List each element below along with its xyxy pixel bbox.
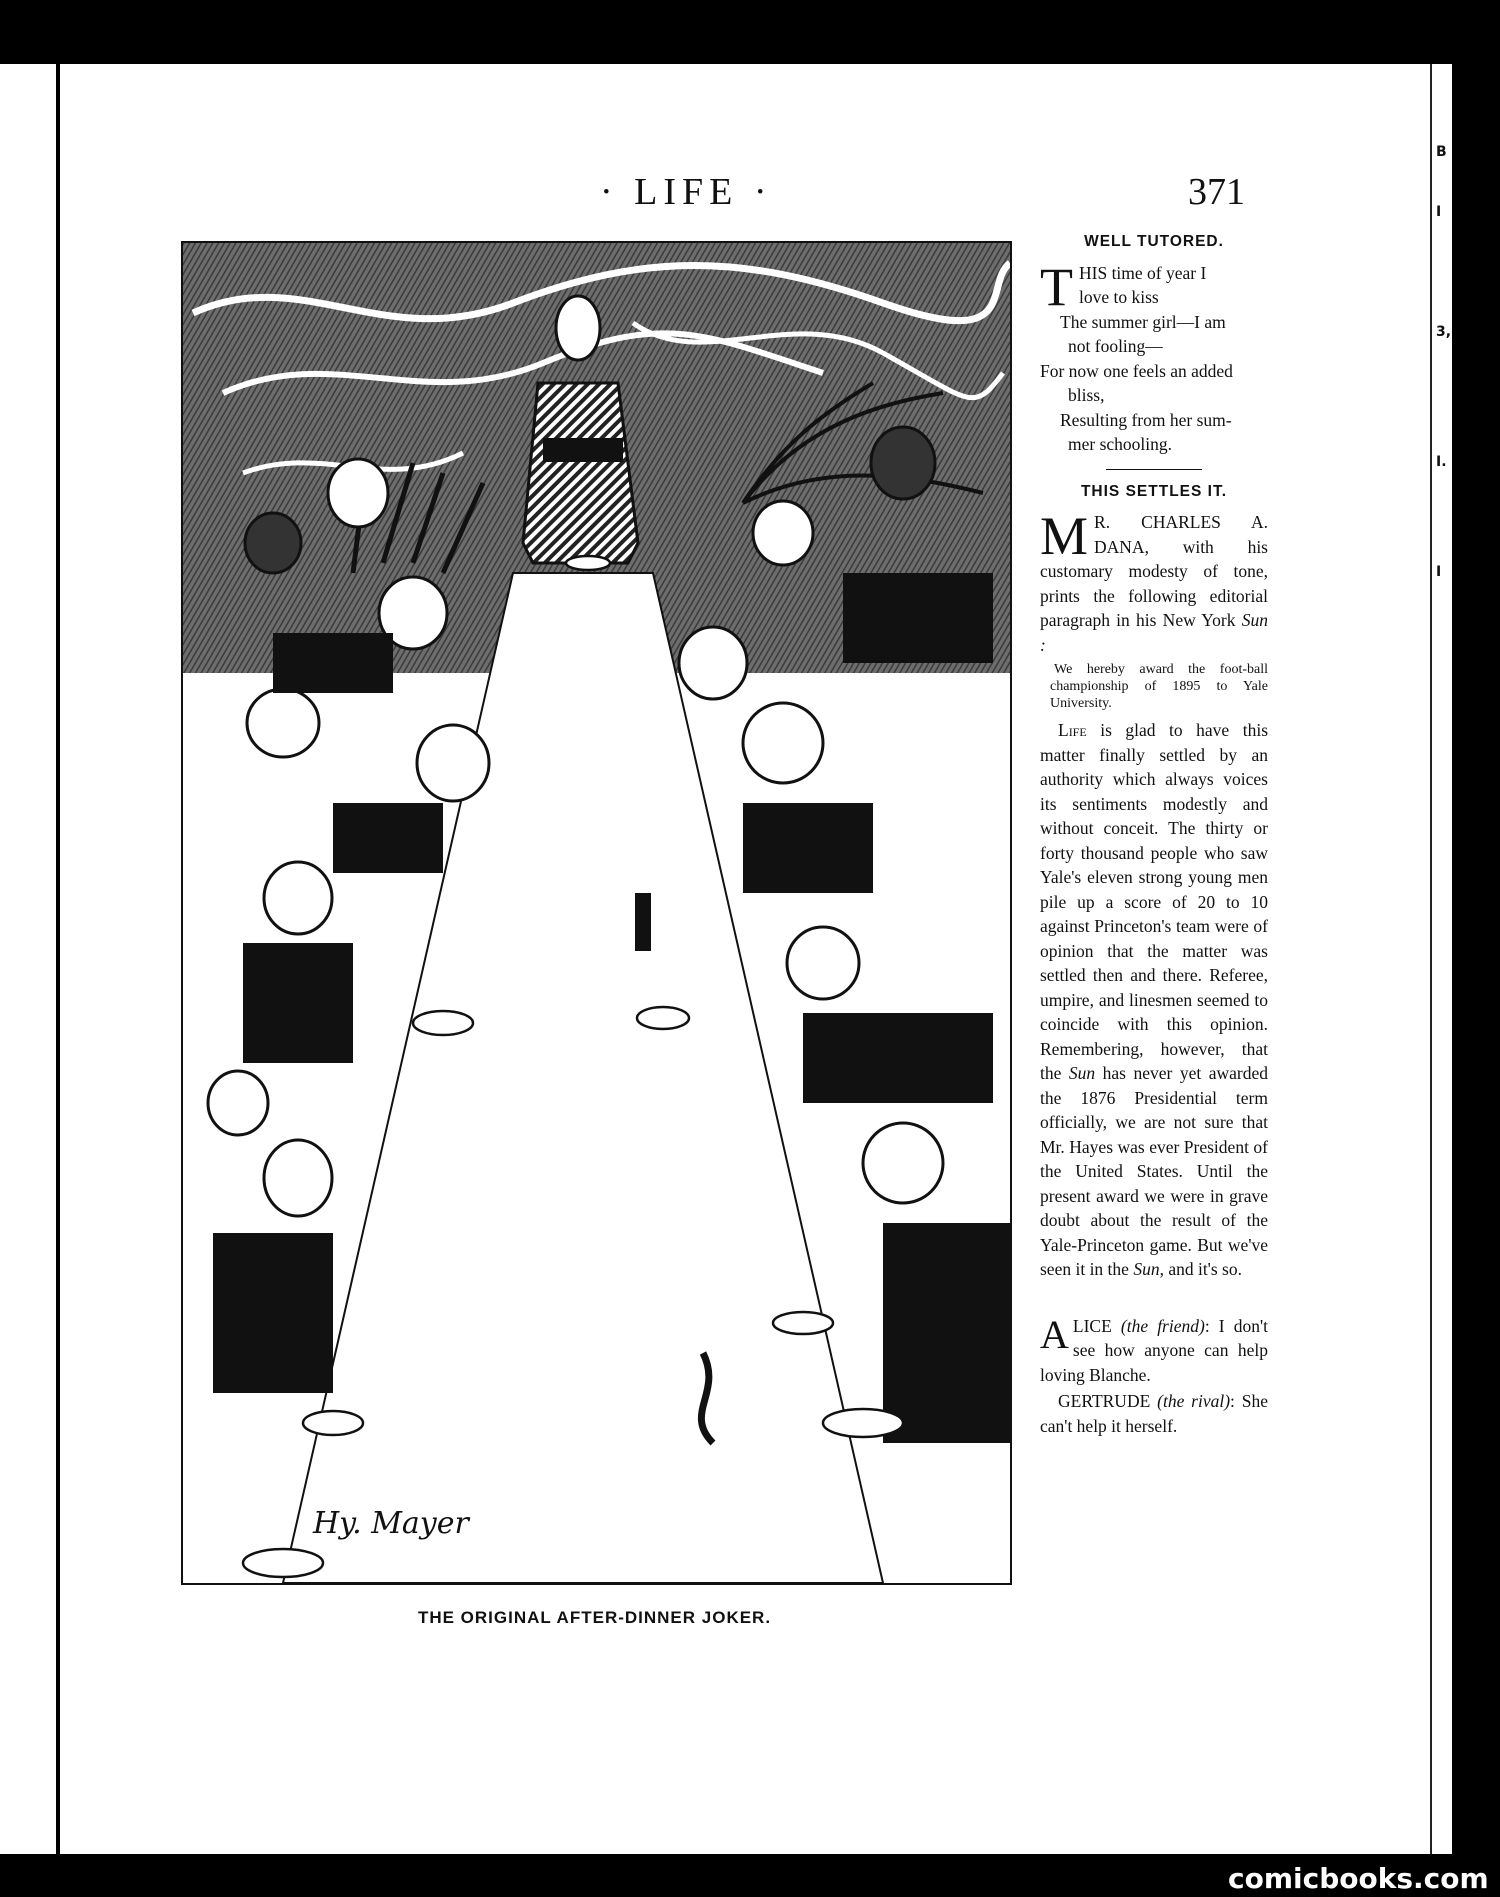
next-page-edge bbox=[1430, 64, 1452, 1854]
poem-title: WELL TUTORED. bbox=[1084, 233, 1224, 250]
article-body: Life is glad to have this matter finally settled by an authority which always voices its sentiments modestly and without conceit. The thirty or forty thousand people who saw Yale's eleven strong young men pile up a score of 20 to 10 against Princeton's team were of opinion that the matter was settled then and there. Referee, umpire, and linesmen seemed to coincide with this opinion. Remembering, however, that the Sun has never yet awarded the 1876 Presidential term officially, we are not sure that Mr. Hayes was ever President of the United States. Until the present award we were in grave doubt about the result of the Yale-Princeton game. But we've seen it in the Sun, and it's so. bbox=[1040, 720, 1268, 1279]
drop-cap: M bbox=[1040, 506, 1089, 566]
poem-line: not fooling— bbox=[1068, 336, 1163, 356]
site-watermark: comicbooks.com bbox=[1228, 1862, 1489, 1895]
illustration-caption: THE ORIGINAL AFTER-DINNER JOKER. bbox=[417, 1608, 772, 1627]
divider bbox=[1106, 469, 1202, 470]
joke-line-2: GERTRUDE (the rival): She can't help it herself. bbox=[1040, 1391, 1268, 1436]
edge-mark: I bbox=[1436, 204, 1442, 220]
drop-cap: T bbox=[1040, 256, 1073, 317]
banquet-drawing bbox=[183, 243, 1010, 1583]
poem-line: Resulting from her sum- bbox=[1060, 409, 1232, 430]
masthead: · LIFE · bbox=[600, 171, 773, 213]
poem-line: The summer girl—I am bbox=[1060, 311, 1226, 332]
poem-line: bliss, bbox=[1068, 385, 1105, 405]
block-quote: We hereby award the foot-ball championship of 1895 to Yale University. bbox=[1050, 662, 1268, 711]
edge-mark: I. bbox=[1436, 454, 1447, 470]
poem-line: For now one feels an added bbox=[1040, 360, 1233, 381]
artist-signature: Hy. Mayer bbox=[313, 1506, 469, 1541]
joke-line-1: ALICE (the friend): I don't see how anyone can help loving Blanche. bbox=[1040, 1311, 1269, 1385]
edge-mark: I bbox=[1436, 564, 1442, 580]
poem-line: HIS time of year I bbox=[1079, 262, 1207, 283]
cartoon-illustration bbox=[181, 241, 1012, 1585]
edge-mark: B bbox=[1436, 144, 1447, 160]
edge-mark: 3, bbox=[1436, 324, 1452, 340]
drop-cap: A bbox=[1040, 1311, 1069, 1357]
article-intro: M R. CHARLES A. DANA, with his customary modesty of tone, prints the following editorial paragraph in his New York Sun : bbox=[1040, 506, 1268, 655]
poem-line: mer schooling. bbox=[1068, 434, 1173, 454]
poem-line: love to kiss bbox=[1079, 287, 1159, 307]
page-number: 371 bbox=[1188, 171, 1245, 213]
text-column bbox=[1040, 230, 1268, 1438]
adjacent-page-edge bbox=[0, 64, 56, 1854]
article-title: THIS SETTLES IT. bbox=[1080, 482, 1228, 500]
poem bbox=[1040, 256, 1268, 457]
